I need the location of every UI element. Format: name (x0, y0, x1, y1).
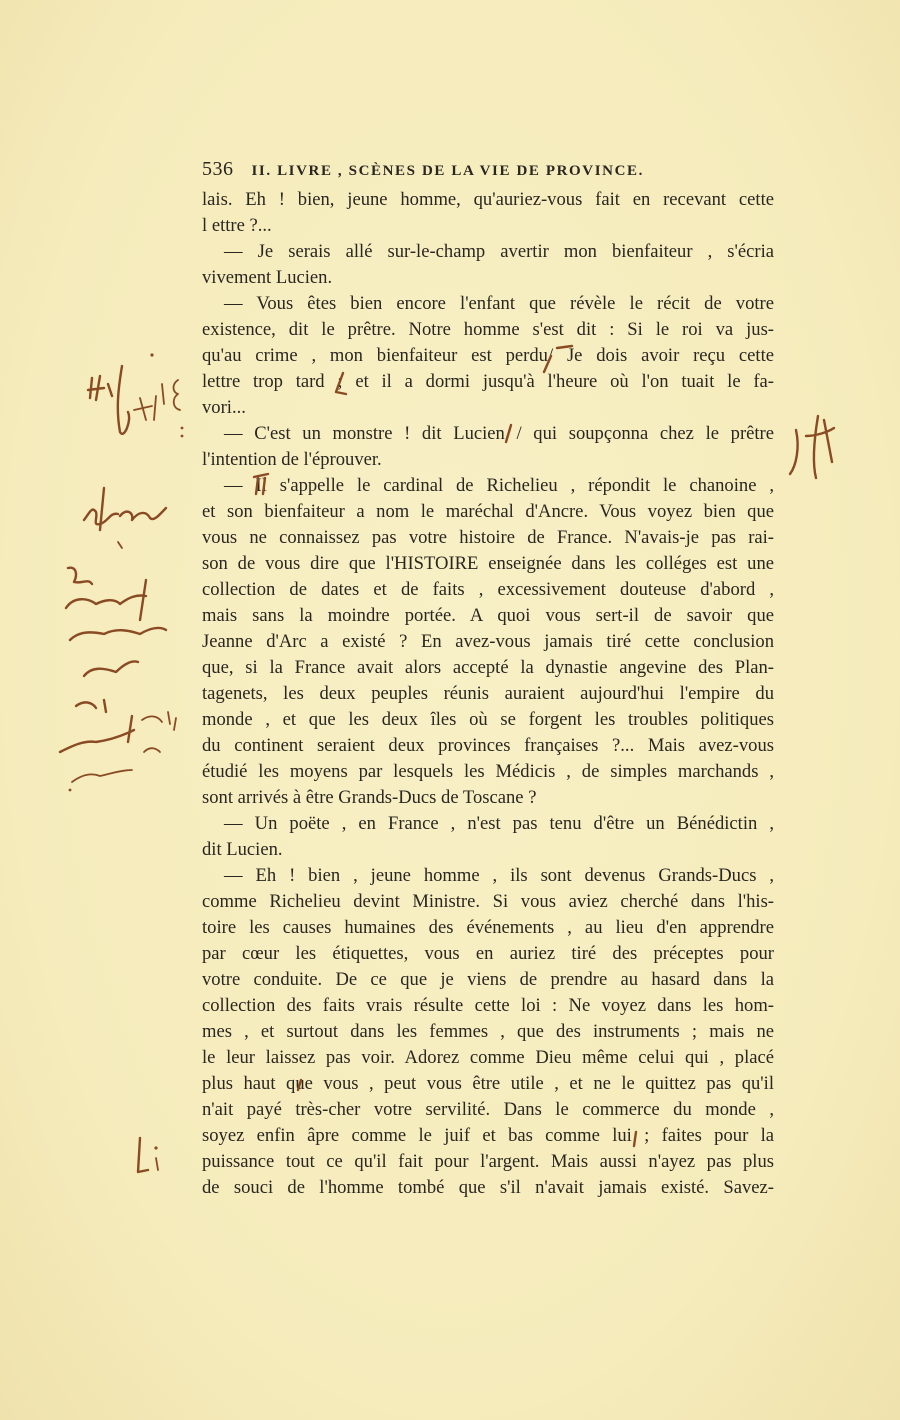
text-line: étudié les moyens par lesquels les Médicis , de simples marchands , (202, 761, 774, 782)
text-line: soyez enfin âpre comme le juif et bas comme lui ; faites pour la (202, 1125, 774, 1146)
margin-note-left-3 (138, 1138, 158, 1172)
text-line: le leur laissez pas voir. Adorez comme Dieu même celui qui , placé (202, 1047, 774, 1068)
text-line: — Eh ! bien , jeune homme , ils sont devenus Grands-Ducs , (224, 865, 774, 886)
text-line: votre conduite. De ce que je viens de prendre au hasard dans la (202, 969, 774, 990)
text-line: du continent seraient deux provinces françaises ?... Mais avez-vous (202, 735, 774, 756)
text-line: mais sans la moindre portée. A quoi vous sert-il de savoir que (202, 605, 774, 626)
text-line: et son bienfaiteur a nom le maréchal d'Ancre. Vous voyez bien que (202, 501, 774, 522)
text-line: lettre trop tard ; et il a dormi jusqu'à l'heure où l'on tuait le fa- (202, 371, 774, 392)
text-line: — Un poëte , en France , n'est pas tenu d'être un Bénédictin , (224, 813, 774, 834)
text-line: Jeanne d'Arc a existé ? En avez-vous jamais tiré cette conclusion (202, 631, 774, 652)
text-line: vivement Lucien. (202, 267, 333, 288)
text-line: l ettre ?... (202, 215, 272, 236)
margin-note-left-1 (88, 353, 183, 437)
text-line: dit Lucien. (202, 839, 283, 860)
text-line: — Vous êtes bien encore l'enfant que révèle le récit de votre (224, 293, 774, 314)
text-line: vous ne connaissez pas votre histoire de France. N'avais-je pas rai- (202, 527, 774, 548)
page-header (202, 158, 782, 182)
text-line: que, si la France avait alors accepté la dynastie angevine des Plan- (202, 657, 774, 678)
text-line: tagenets, les deux peuples réunis auraient aujourd'hui l'empire du (202, 683, 774, 704)
text-line: de souci de l'homme tombé que s'il n'avait jamais existé. Savez- (202, 1177, 774, 1198)
text-line: par cœur les étiquettes, vous en auriez tiré des préceptes pour (202, 943, 774, 964)
text-line: collection de dates et de faits , excessivement douteuse d'abord , (202, 579, 774, 600)
text-line: sont arrivés à être Grands-Ducs de Toscane ? (202, 787, 537, 808)
text-line: lais. Eh ! bien, jeune homme, qu'auriez-vous fait en recevant cette (202, 189, 774, 210)
page-number: 536 (202, 158, 234, 180)
text-line: l'intention de l'éprouver. (202, 449, 382, 470)
text-line: existence, dit le prêtre. Notre homme s'est dit : Si le roi va jus- (202, 319, 774, 340)
text-line: — C'est un monstre ! dit Lucien / qui soupçonna chez le prêtre (224, 423, 774, 444)
text-line: comme Richelieu devint Ministre. Si vous aviez cherché dans l'his- (202, 891, 774, 912)
text-line: vori... (202, 397, 246, 418)
margin-note-right (790, 416, 834, 478)
text-line: qu'au crime , mon bienfaiteur est perdu/ Je dois avoir reçu cette (202, 345, 774, 366)
text-line: toire les causes humaines des événements , au lieu d'en apprendre (202, 917, 774, 938)
text-line: — Il s'appelle le cardinal de Richelieu , répondit le chanoine , (224, 475, 774, 496)
running-head: II. LIVRE , SCÈNES DE LA VIE DE PROVINCE. (251, 163, 644, 179)
text-line: puissance tout ce qu'il fait pour l'argent. Mais aussi n'ayez pas plus (202, 1151, 774, 1172)
text-line: mes , et surtout dans les femmes , que des instruments ; mais ne (202, 1021, 774, 1042)
text-line: monde , et que les deux îles où se forgent les troubles politiques (202, 709, 774, 730)
margin-note-left-2 (60, 488, 176, 791)
text-line: collection des faits vrais résulte cette loi : Ne voyez dans les hom- (202, 995, 774, 1016)
text-line: plus haut que vous , peut vous être utile , et ne le quittez pas qu'il (202, 1073, 774, 1094)
text-line: — Je serais allé sur-le-champ avertir mon bienfaiteur , s'écria (224, 241, 774, 262)
text-line: n'ait payé très-cher votre servilité. Dans le commerce du monde , (202, 1099, 774, 1120)
body-text (202, 187, 774, 1201)
text-line: son de vous dire que l'HISTOIRE enseignée dans les colléges est une (202, 553, 774, 574)
